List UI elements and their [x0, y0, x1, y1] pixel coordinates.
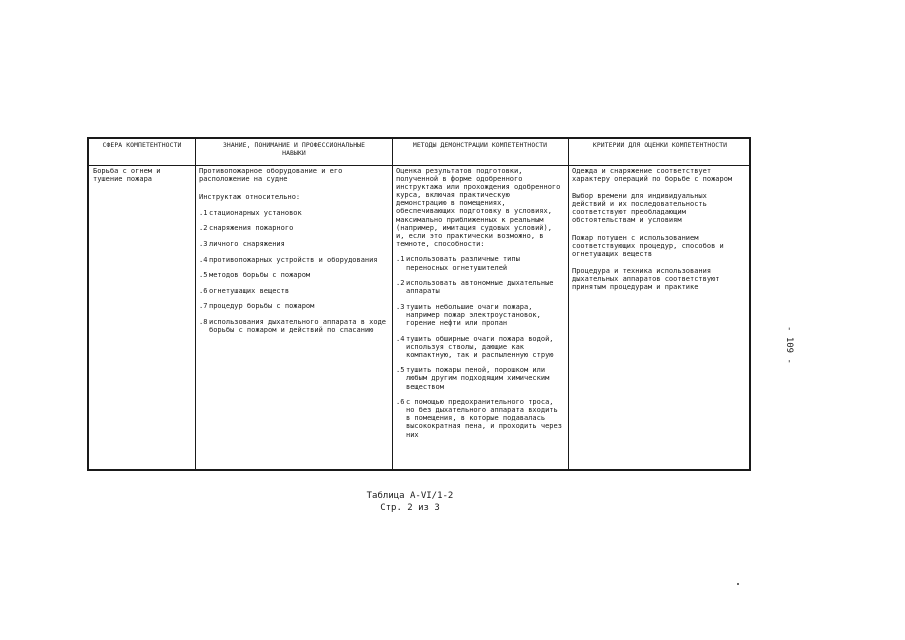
- list-item: [396, 398, 564, 438]
- header-knowledge: ЗНАНИЕ, ПОНИМАНИЕ И ПРОФЕССИОНАЛЬНЫЕ НАВЫКИ: [222, 141, 366, 157]
- item-text: тушить пожары пеной, порошком или любым другим подходящим химическим веществом: [406, 366, 550, 391]
- item-number: .6: [396, 398, 405, 407]
- item-number: .1: [396, 255, 405, 264]
- list-item: [396, 255, 564, 271]
- criteria-text: Пожар потушен с использованием соответствующих процедур, способов и огнетушащих веществ: [572, 233, 724, 258]
- criteria-text: Одежда и снаряжение соответствует характеру операций по борьбе с пожаром: [572, 167, 733, 184]
- header-divider: [89, 165, 749, 166]
- header-criteria: КРИТЕРИИ ДЛЯ ОЦЕНКИ КОМПЕТЕНТНОСТИ: [592, 141, 728, 149]
- list-item: [199, 209, 387, 217]
- list-item: [199, 224, 387, 232]
- item-number: .4: [199, 255, 208, 264]
- list-item: [396, 279, 564, 295]
- column-divider: [195, 139, 196, 469]
- list-item: [396, 366, 564, 390]
- item-number: .8: [199, 317, 208, 326]
- item-number: .2: [396, 279, 405, 288]
- item-text: использовать различные типы переносных огнетушителей: [406, 255, 520, 272]
- item-text: личного снаряжения: [209, 239, 285, 248]
- list-item: [199, 240, 387, 248]
- list-item: [199, 302, 387, 310]
- item-text: противопожарных устройств и оборудования: [209, 255, 378, 264]
- item-number: .6: [199, 286, 208, 295]
- criteria-text: Процедура и техника использования дыхательных аппаратов соответствуют принятым процедурам и практике: [572, 266, 720, 292]
- item-text: использовать автономные дыхательные аппараты: [406, 279, 554, 296]
- item-text: огнетушащих веществ: [209, 286, 290, 295]
- column-divider: [392, 139, 393, 469]
- criteria-cell: [572, 167, 744, 300]
- methods-list: [396, 255, 564, 438]
- list-item: [199, 318, 387, 334]
- item-number: .5: [396, 366, 405, 375]
- item-text: с помощью предохранительного троса, но без дыхательного аппарата входить в помещения, в которые подавалась высокократная пена, и проходить через них: [406, 398, 562, 439]
- methods-cell: [396, 167, 564, 439]
- sphere-text: Борьба с огнем и тушение пожара: [93, 167, 161, 184]
- list-item: [396, 303, 564, 327]
- column-divider: [568, 139, 569, 469]
- item-number: .5: [199, 271, 208, 280]
- item-text: тушить небольшие очаги пожара, например пожар электроустановок, горение нефти или пропан: [406, 302, 541, 327]
- item-text: методов борьбы с пожаром: [209, 271, 311, 280]
- header-methods: МЕТОДЫ ДЕМОНСТРАЦИИ КОМПЕТЕНТНОСТИ: [412, 141, 548, 149]
- header-sphere: СФЕРА КОМПЕТЕНТНОСТИ: [102, 141, 182, 149]
- criteria-text: Выбор времени для индивидуальных действий и их последовательность соответствуют преобладающим обстоятельствам и условиям: [572, 192, 707, 225]
- competence-table: [87, 137, 751, 471]
- knowledge-instructions: Инструктаж относительно:: [199, 193, 301, 202]
- list-item: [396, 335, 564, 359]
- knowledge-intro: Противопожарное оборудование и его расположение на судне: [199, 167, 343, 184]
- page-of: Стр. 2 из 3: [380, 503, 440, 513]
- item-number: .2: [199, 224, 208, 233]
- item-number: .4: [396, 334, 405, 343]
- sphere-cell: [93, 167, 191, 183]
- list-item: [199, 256, 387, 264]
- scan-speck: [737, 583, 739, 585]
- list-item: [199, 287, 387, 295]
- list-item: [199, 271, 387, 279]
- item-number: .7: [199, 302, 208, 311]
- item-text: процедур борьбы с пожаром: [209, 302, 315, 311]
- methods-intro: Оценка результатов подготовки, полученной в форме одобренного инструктажа или прохождения одобренного курса, включая практическую демонстрацию в помещениях, обеспечивающих подготовку в условиях, максимально приближенных к реальным (например, имитация судовых условий), и, если это практически возможно, в темноте, способности:: [396, 167, 561, 248]
- item-text: тушить обширные очаги пожара водой, используя стволы, дающие как компактную, так и распыленную струю: [406, 334, 554, 359]
- item-text: использования дыхательного аппарата в ходе борьбы с пожаром и действий по спасанию: [209, 317, 387, 335]
- item-text: стационарных установок: [209, 208, 302, 217]
- item-number: .3: [396, 302, 405, 311]
- item-number: .1: [199, 208, 208, 217]
- table-label: Таблица А-VI/1-2: [366, 491, 454, 501]
- knowledge-cell: [199, 167, 387, 334]
- page-number: - 109 -: [784, 326, 794, 364]
- item-text: снаряжения пожарного: [209, 224, 294, 233]
- item-number: .3: [199, 239, 208, 248]
- knowledge-list: [199, 209, 387, 334]
